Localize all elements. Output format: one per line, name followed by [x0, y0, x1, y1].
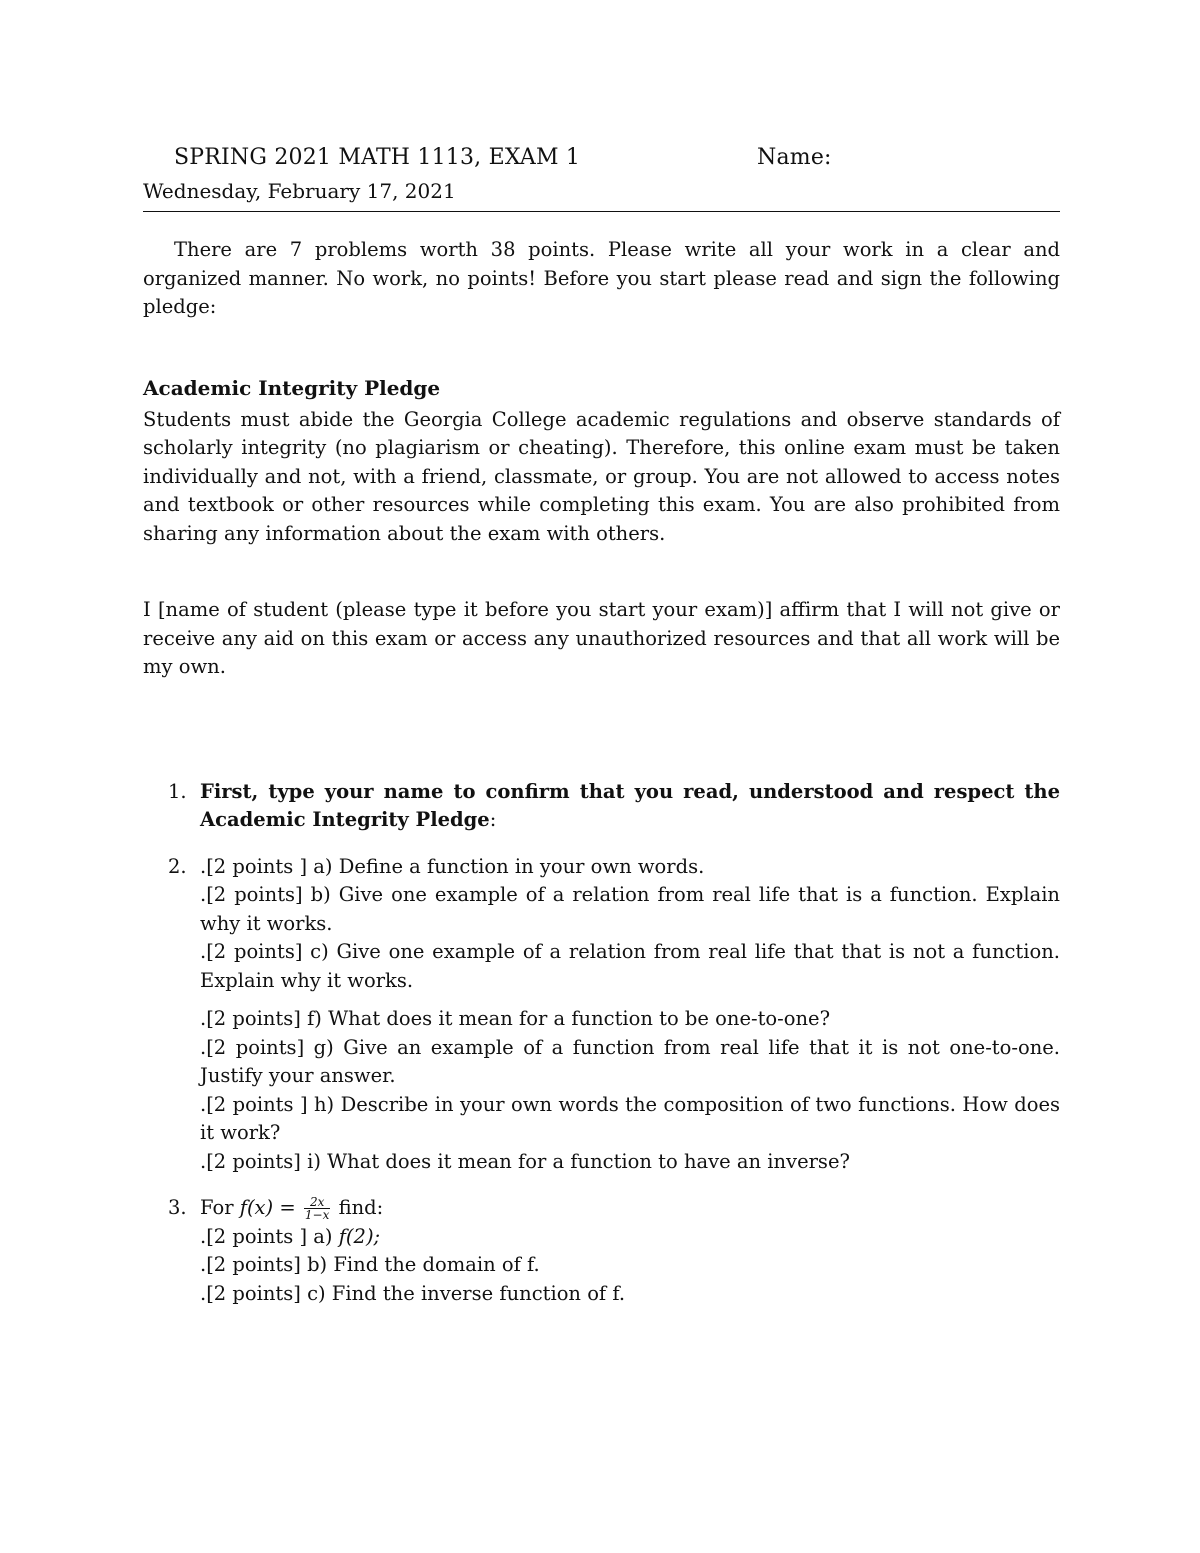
fraction: [304, 1196, 330, 1221]
function-definition: f(x) =: [239, 1196, 296, 1219]
problem-3-part-a-label: .[2 points ] a): [200, 1224, 339, 1248]
problem-2-part-f: .[2 points] f) What does it mean for a function to be one-to-one?: [200, 1007, 831, 1030]
problem-3-part-a-expression: f(2);: [338, 1224, 381, 1248]
problem-3-intro: [200, 1194, 1060, 1223]
name-label: Name:: [757, 145, 832, 170]
problem-2-part-h: .[2 points ] h) Describe in your own words the composition of two functions. How does it work?: [200, 1092, 1060, 1144]
problem-1-bold-text: First, type your name to confirm that you read, understood and respect the Academic Integrity Pledge: [200, 779, 1060, 831]
problem-1-text: [200, 778, 1060, 835]
problem-2-part-g: .[2 points] g) Give an example of a function from real life that it is not one-to-one. Justify your answer.: [200, 1035, 1060, 1087]
problem-list: [143, 778, 1060, 1309]
problem-3-part-a: [200, 1223, 1060, 1252]
problem-3-intro-prefix: For: [200, 1196, 240, 1219]
fraction-numerator: 2x: [304, 1196, 330, 1209]
exam-date: Wednesday, February 17, 2021: [143, 179, 456, 203]
problem-3: [143, 1194, 1060, 1308]
problem-1: [143, 778, 1060, 835]
exam-header: [143, 140, 1060, 176]
problem-2-part-i: .[2 points] i) What does it mean for a function to have an inverse?: [200, 1149, 850, 1173]
problem-1-colon: :: [489, 808, 497, 831]
problem-3-part-c: .[2 points] c) Find the inverse function of f.: [200, 1281, 626, 1305]
header-divider: [143, 211, 1060, 212]
problem-3-part-b: .[2 points] b) Find the domain of f.: [200, 1253, 540, 1276]
fraction-denominator: 1−x: [304, 1208, 330, 1222]
problem-number: 2.: [168, 854, 187, 878]
problem-number: 1.: [168, 779, 187, 803]
problem-3-intro-suffix: find:: [332, 1196, 384, 1219]
exam-page: [143, 140, 1060, 1326]
problem-2-part-c: .[2 points] c) Give one example of a relation from real life that that is not a function. Explain why it works.: [200, 940, 1060, 992]
problem-number: 3.: [168, 1196, 187, 1219]
exam-title: SPRING 2021 MATH 1113, EXAM 1: [174, 145, 581, 170]
pledge-body: Students must abide the Georgia College academic regulations and observe standards of scholarly integrity (no plagiarism or cheating). Therefore, this online exam must be taken individually and not, with a friend, classmate, or group. You are not allowed to access notes and textbook or other resources while completing this exam. You are also prohibited from sharing any information about the exam with others.: [143, 407, 1060, 545]
affirmation-paragraph: I [name of student (please type it before you start your exam)] affirm that I will not give or receive any aid on this exam or access any unauthorized resources and that all work will be my own.: [143, 598, 1060, 678]
intro-paragraph: There are 7 problems worth 38 points. Please write all your work in a clear and organized manner. No work, no points! Before you start please read and sign the following pledge:: [143, 238, 1060, 318]
problem-2: [143, 853, 1060, 1177]
problem-2-part-b: .[2 points] b) Give one example of a relation from real life that is a function. Explain why it works.: [200, 883, 1060, 935]
spacer: [200, 995, 1060, 1005]
pledge-heading: Academic Integrity Pledge: [143, 375, 441, 400]
problem-2-part-a: .[2 points ] a) Define a function in your own words.: [200, 854, 705, 878]
